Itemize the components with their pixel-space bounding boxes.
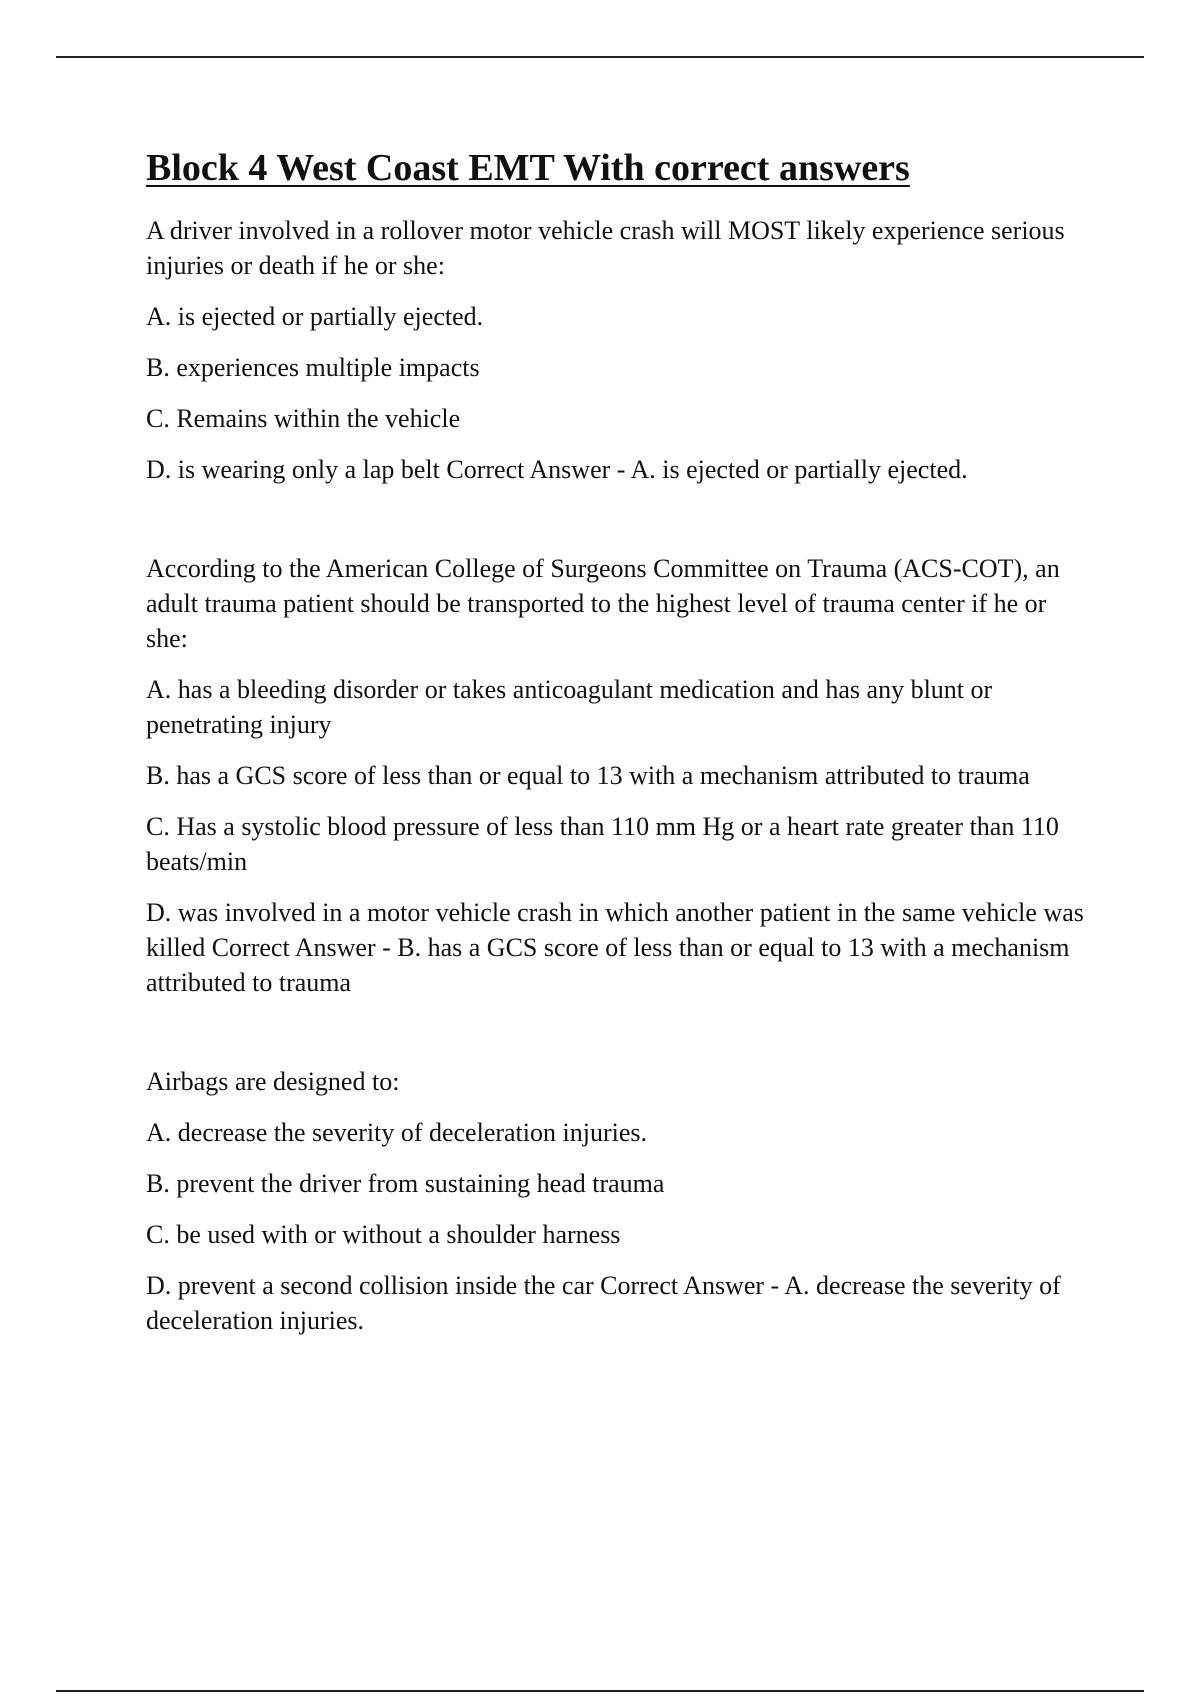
- answer-option-with-correct-answer: D. prevent a second collision inside the car Correct Answer - A. decrease the severity of deceleration injuries.: [146, 1271, 1061, 1335]
- answer-option: B. experiences multiple impacts: [146, 353, 480, 382]
- answer-option-with-correct-answer: D. was involved in a motor vehicle crash in which another patient in the same vehicle was killed Correct Answer - B. has a GCS score of less than or equal to 13 with a mechanism attributed to trauma: [146, 898, 1084, 997]
- answer-option: C. be used with or without a shoulder harness: [146, 1220, 621, 1249]
- answer-option: C. Has a systolic blood pressure of less than 110 mm Hg or a heart rate greater than 110 beats/min: [146, 812, 1059, 876]
- answer-option-with-correct-answer: D. is wearing only a lap belt Correct Answer - A. is ejected or partially ejected.: [146, 455, 968, 484]
- answer-option: A. has a bleeding disorder or takes anticoagulant medication and has any blunt or penetrating injury: [146, 675, 993, 739]
- question-stem: According to the American College of Surgeons Committee on Trauma (ACS-COT), an adult trauma patient should be transported to the highest level of trauma center if he or she:: [146, 554, 1060, 653]
- footer-rule: [56, 1690, 1144, 1692]
- question-stem: A driver involved in a rollover motor vehicle crash will MOST likely experience serious injuries or death if he or she:: [146, 216, 1065, 280]
- question-1: [146, 213, 1086, 487]
- answer-option: B. prevent the driver from sustaining head trauma: [146, 1169, 665, 1198]
- answer-option: A. is ejected or partially ejected.: [146, 302, 484, 331]
- header-rule: [56, 56, 1144, 58]
- answer-option: C. Remains within the vehicle: [146, 404, 461, 433]
- document-title: Block 4 West Coast EMT With correct answers: [146, 147, 910, 189]
- question-2: [146, 551, 1086, 1000]
- question-3: [146, 1064, 1086, 1338]
- answer-option: A. decrease the severity of deceleration injuries.: [146, 1118, 647, 1147]
- document-body: [146, 145, 1086, 1354]
- question-stem: Airbags are designed to:: [146, 1067, 400, 1096]
- answer-option: B. has a GCS score of less than or equal to 13 with a mechanism attributed to trauma: [146, 761, 1030, 790]
